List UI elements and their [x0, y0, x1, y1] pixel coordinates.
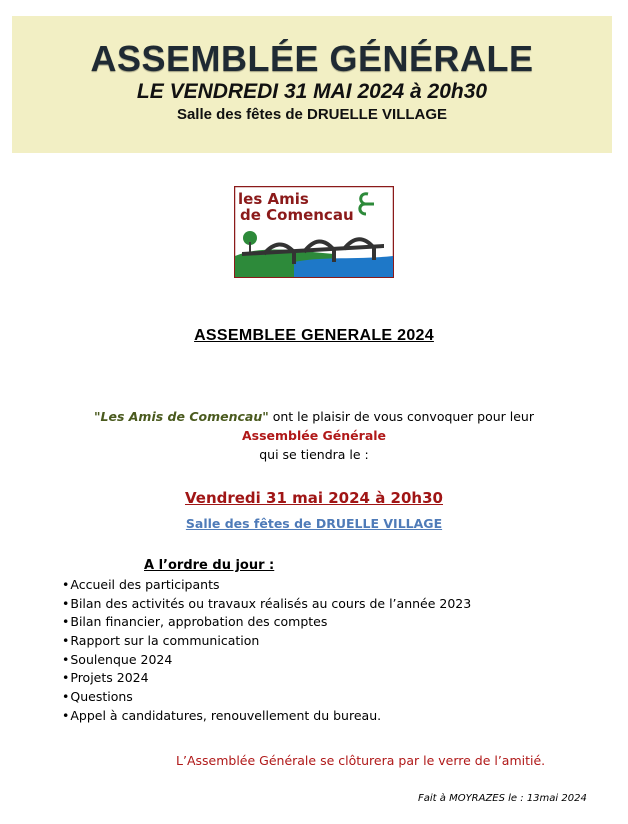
list-item: • Questions	[62, 688, 471, 707]
agenda-title: A l’ordre du jour :	[144, 558, 275, 573]
list-item: • Appel à candidatures, renouvellement du bureau.	[62, 707, 471, 726]
list-item: • Accueil des participants	[62, 576, 471, 595]
agenda-list	[62, 576, 471, 726]
logo-line2: de Comencau	[240, 206, 354, 224]
list-item: • Rapport sur la communication	[62, 632, 471, 651]
list-item: • Projets 2024	[62, 669, 471, 688]
meeting-location: Salle des fêtes de DRUELLE VILLAGE	[185, 516, 443, 531]
will-be-held-text: qui se tiendra le :	[259, 447, 369, 462]
banner-date: LE VENDREDI 31 MAI 2024 à 20h30	[136, 80, 488, 103]
header-banner	[12, 16, 612, 153]
banner-title: ASSEMBLÉE GÉNÉRALE	[90, 38, 534, 79]
closing-note: L’Assemblée Générale se clôturera par le verre de l’amitié.	[176, 753, 546, 768]
document-title: ASSEMBLEE GENERALE 2024	[194, 327, 434, 344]
signature-date: Fait à MOYRAZES le : 13mai 2024	[418, 793, 587, 804]
meeting-date: Vendredi 31 mai 2024 à 20h30	[184, 489, 443, 507]
organization-name: "Les Amis de Comencau"	[94, 409, 269, 424]
invitation-line	[0, 409, 628, 424]
invitation-text: ont le plaisir de vous convoquer pour leur	[268, 409, 534, 424]
association-logo	[234, 186, 394, 278]
logo-line1: les Amis	[238, 190, 309, 208]
list-item: • Bilan financier, approbation des comptes	[62, 613, 471, 632]
banner-location: Salle des fêtes de DRUELLE VILLAGE	[176, 106, 448, 123]
list-item: • Soulenque 2024	[62, 651, 471, 670]
assembly-label: Assemblée Générale	[241, 428, 387, 443]
list-item: • Bilan des activités ou travaux réalisés au cours de l’année 2023	[62, 595, 471, 614]
